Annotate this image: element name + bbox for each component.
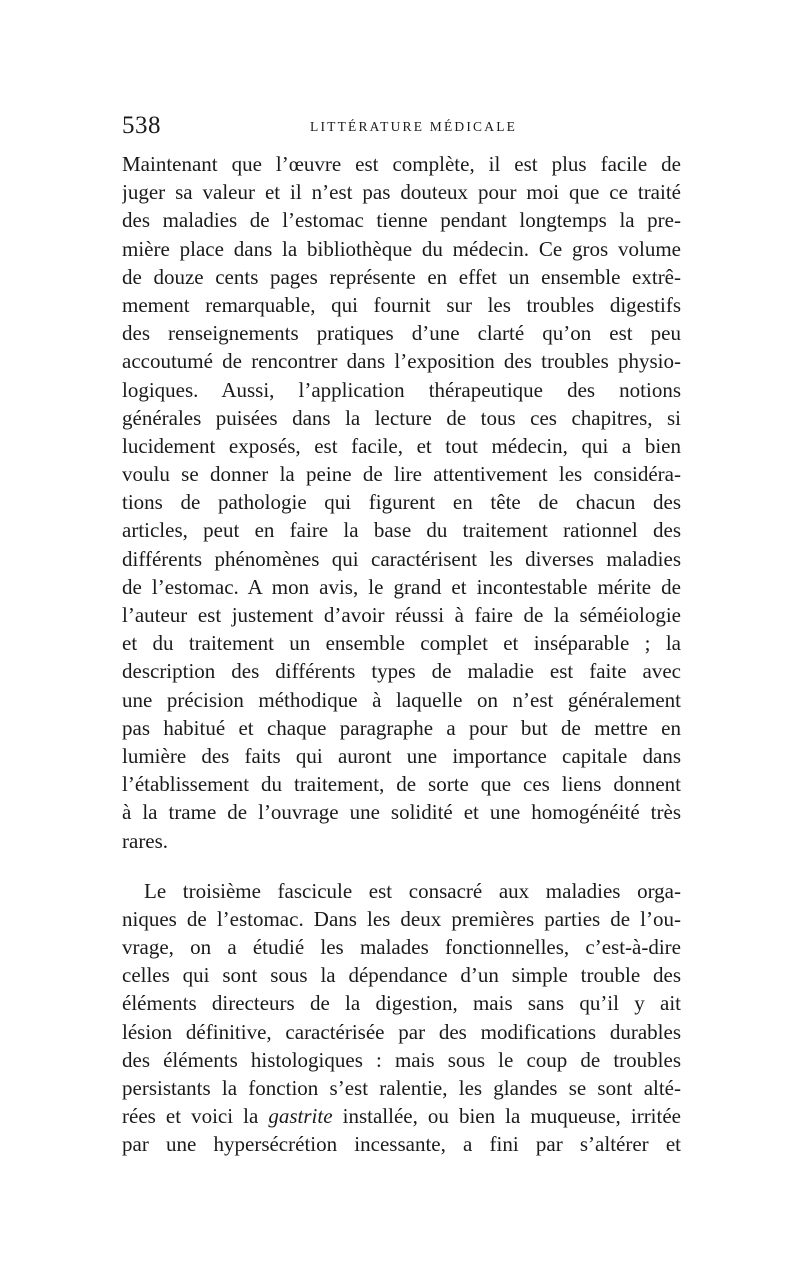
running-head: [122, 112, 680, 142]
running-head-title: LITTÉRATURE MÉDICALE: [310, 119, 518, 134]
italic-term: gastrite: [268, 1104, 333, 1129]
text-line: description des différents types de maladie est faite avec: [122, 659, 681, 684]
text-line: lésion définitive, caractérisée par des modifications durables: [122, 1019, 681, 1044]
text-line: lucidement exposés, est facile, et tout médecin, qui a bien: [122, 433, 681, 458]
text-line-with-italic: [122, 1102, 681, 1130]
text-line: éléments directeurs de la digestion, mais sans qu’il y ait: [122, 991, 681, 1016]
text-line: voulu se donner la peine de lire attentivement les considéra-: [122, 462, 681, 487]
text-line: vrage, on a étudié les malades fonctionnelles, c’est-à-dire: [122, 935, 681, 960]
text-line: juger sa valeur et il n’est pas douteux pour moi que ce traité: [122, 180, 681, 205]
text-line: niques de l’estomac. Dans les deux premières parties de l’ou-: [122, 906, 681, 931]
text-line: de douze cents pages représente en effet un ensemble extrê-: [122, 264, 681, 289]
text-line: l’établissement du traitement, de sorte que ces liens donnent: [122, 772, 681, 797]
text-line: une précision méthodique à laquelle on n’est généralement: [122, 687, 681, 712]
text-line: des maladies de l’estomac tienne pendant longtemps la pre-: [122, 208, 681, 233]
text-line: accoutumé de rencontrer dans l’exposition des troubles physio-: [122, 349, 681, 374]
page-number: 538: [122, 112, 161, 139]
text-line: articles, peut en faire la base du traitement rationnel des: [122, 518, 681, 543]
body-text: [122, 150, 681, 1159]
paragraph-2: [122, 877, 681, 1159]
text-line: mière place dans la bibliothèque du médecin. Ce gros volume: [122, 236, 681, 261]
text-line: générales puisées dans la lecture de tous ces chapitres, si: [122, 405, 681, 430]
text-line: rares.: [122, 828, 169, 853]
text-line: tions de pathologie qui figurent en tête de chacun des: [122, 490, 681, 515]
text-line: celles qui sont sous la dépendance d’un simple trouble des: [122, 963, 681, 988]
text-line: pas habitué et chaque paragraphe a pour but de mettre en: [122, 715, 681, 740]
text-line: et du traitement un ensemble complet et inséparable ; la: [122, 631, 681, 656]
text-line: Maintenant que l’œuvre est complète, il est plus facile de: [122, 152, 681, 176]
paragraph-break: [122, 855, 681, 877]
text-line: lumière des faits qui auront une importance capitale dans: [122, 743, 681, 768]
paragraph-1: [122, 150, 681, 855]
text-line: mement remarquable, qui fournit sur les troubles digestifs: [122, 292, 681, 317]
text-line: à la trame de l’ouvrage une solidité et une homogénéité très: [122, 800, 681, 825]
text-line: des renseignements pratiques d’une clarté qu’on est peu: [122, 321, 681, 346]
text-line: des éléments histologiques : mais sous le coup de troubles: [122, 1047, 681, 1072]
text-line: persistants la fonction s’est ralentie, les glandes se sont alté-: [122, 1076, 681, 1100]
text-line: différents phénomènes qui caractérisent les diverses maladies: [122, 546, 681, 571]
text-line: l’auteur est justement d’avoir réussi à faire de la séméiologie: [122, 603, 681, 627]
text-line: par une hypersécrétion incessante, a fini par s’altérer et: [122, 1132, 681, 1157]
text-line: logiques. Aussi, l’application thérapeutique des notions: [122, 377, 681, 402]
text-line: Le troisième fascicule est consacré aux maladies orga-: [144, 878, 681, 903]
text-line: de l’estomac. A mon avis, le grand et incontestable mérite de: [122, 574, 681, 599]
text-run: installée, ou bien la muqueuse, irritée: [332, 1104, 681, 1129]
text-run: rées et voici la: [122, 1104, 269, 1129]
